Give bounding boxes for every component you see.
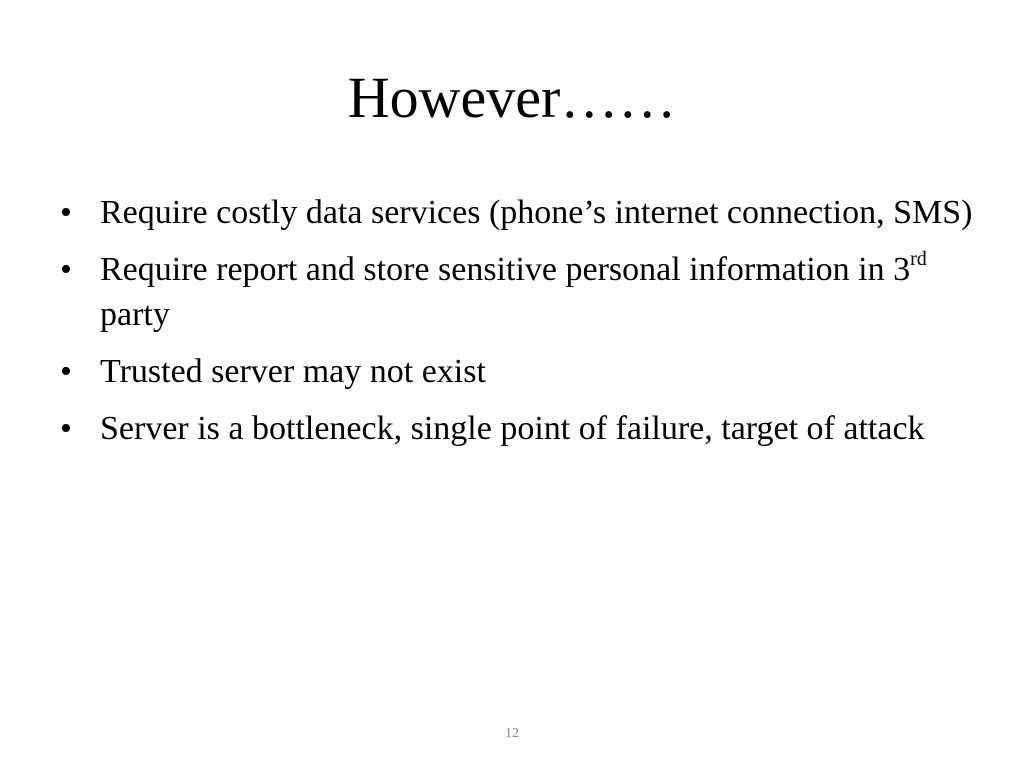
bullet-text: Server is a bottleneck, single point of failure, target of attack [100,410,925,447]
bullet-text-before: Require report and store sensitive personal information in 3 [100,251,911,288]
bullet-icon: • [60,251,72,288]
bullet-item [56,247,976,337]
bullet-text [100,248,927,333]
ordinal-superscript: rd [910,248,927,270]
bullet-text: Trusted server may not exist [100,353,486,390]
bullet-item [56,190,976,235]
bullet-text: Require costly data services (phone’s internet connection, SMS) [100,194,973,231]
page-number: 12 [505,726,519,741]
slide-title: However…… [347,65,677,130]
bullet-icon: • [60,194,72,231]
bullet-item [56,349,976,394]
bullet-item [56,406,976,451]
bullet-text-after: party [100,296,170,333]
bullet-icon: • [60,410,72,447]
bullet-icon: • [60,353,72,390]
bullet-list [56,190,976,463]
